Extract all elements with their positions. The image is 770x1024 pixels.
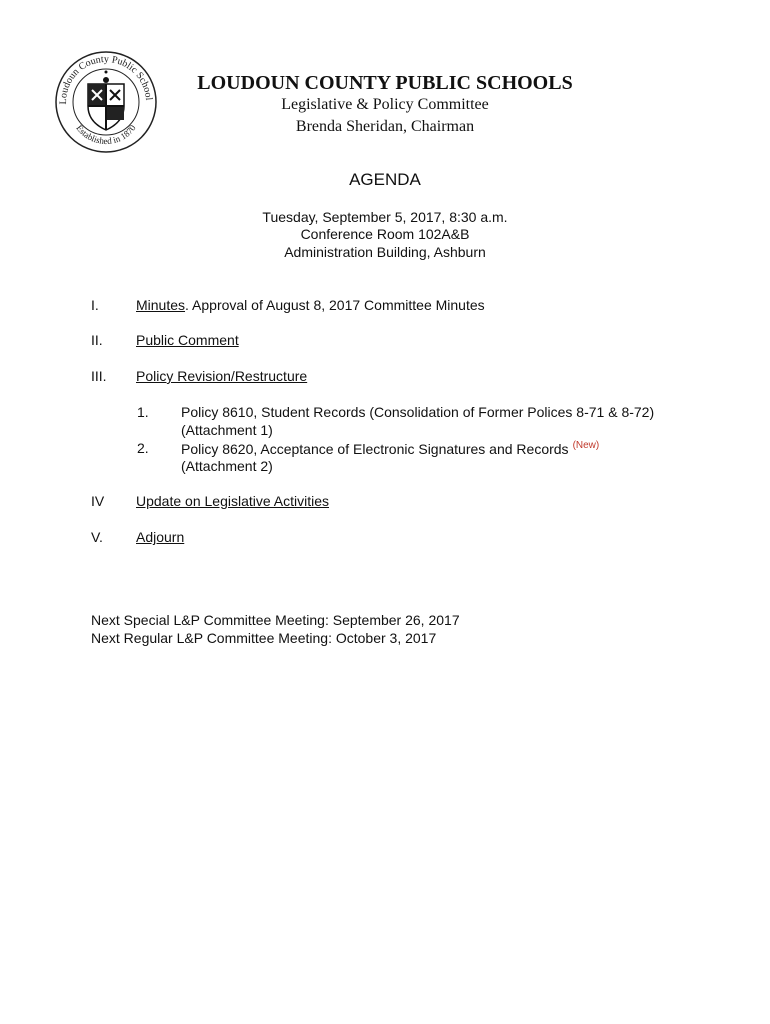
agenda-item-adjourn[interactable]: Adjourn	[136, 529, 185, 545]
committee-chair: Brenda Sheridan, Chairman	[295, 118, 475, 135]
agenda-item-number: IV	[91, 493, 105, 509]
subitem-number: 1.	[137, 404, 149, 420]
agenda-item-number: III.	[91, 368, 107, 384]
agenda-item-detail: . Approval of August 8, 2017 Committee Minutes	[185, 297, 485, 313]
subitem-policy-8610-line1: Policy 8610, Student Records (Consolidation of Former Polices 8-71 & 8-72)	[181, 404, 655, 420]
agenda-item-title[interactable]: Minutes	[136, 297, 186, 313]
seal-inner-text: Established in 1870	[74, 122, 138, 147]
agenda-item-number: I.	[91, 297, 99, 313]
committee-name: Legislative & Policy Committee	[281, 96, 489, 113]
agenda-item-number: V.	[91, 529, 103, 545]
agenda-item-legislative-update[interactable]: Update on Legislative Activities	[136, 493, 329, 509]
agenda-title: AGENDA	[349, 170, 421, 189]
subitem-policy-8610-line2: (Attachment 1)	[181, 422, 273, 438]
organization-title: LOUDOUN COUNTY PUBLIC SCHOOLS	[197, 72, 573, 94]
agenda-item-public-comment[interactable]: Public Comment	[136, 332, 239, 348]
next-regular-meeting: Next Regular L&P Committee Meeting: October 3, 2017	[91, 630, 437, 646]
seal-outer-text: Loudoun County Public School	[57, 53, 154, 105]
agenda-item-policy-revision[interactable]: Policy Revision/Restructure	[136, 368, 308, 384]
agenda-item-number: II.	[91, 332, 103, 348]
meeting-building: Administration Building, Ashburn	[284, 244, 486, 260]
meeting-room: Conference Room 102A&B	[300, 226, 470, 242]
meeting-datetime: Tuesday, September 5, 2017, 8:30 a.m.	[262, 209, 508, 225]
subitem-policy-8620-line1	[181, 440, 599, 457]
new-badge: (New)	[572, 440, 600, 451]
next-special-meeting: Next Special L&P Committee Meeting: September 26, 2017	[91, 612, 460, 628]
subitem-policy-8620-text: Policy 8620, Acceptance of Electronic Signatures and Records	[181, 441, 569, 457]
agenda-item-minutes	[136, 297, 485, 313]
subitem-number: 2.	[137, 440, 149, 456]
subitem-policy-8620-line2: (Attachment 2)	[181, 458, 273, 474]
